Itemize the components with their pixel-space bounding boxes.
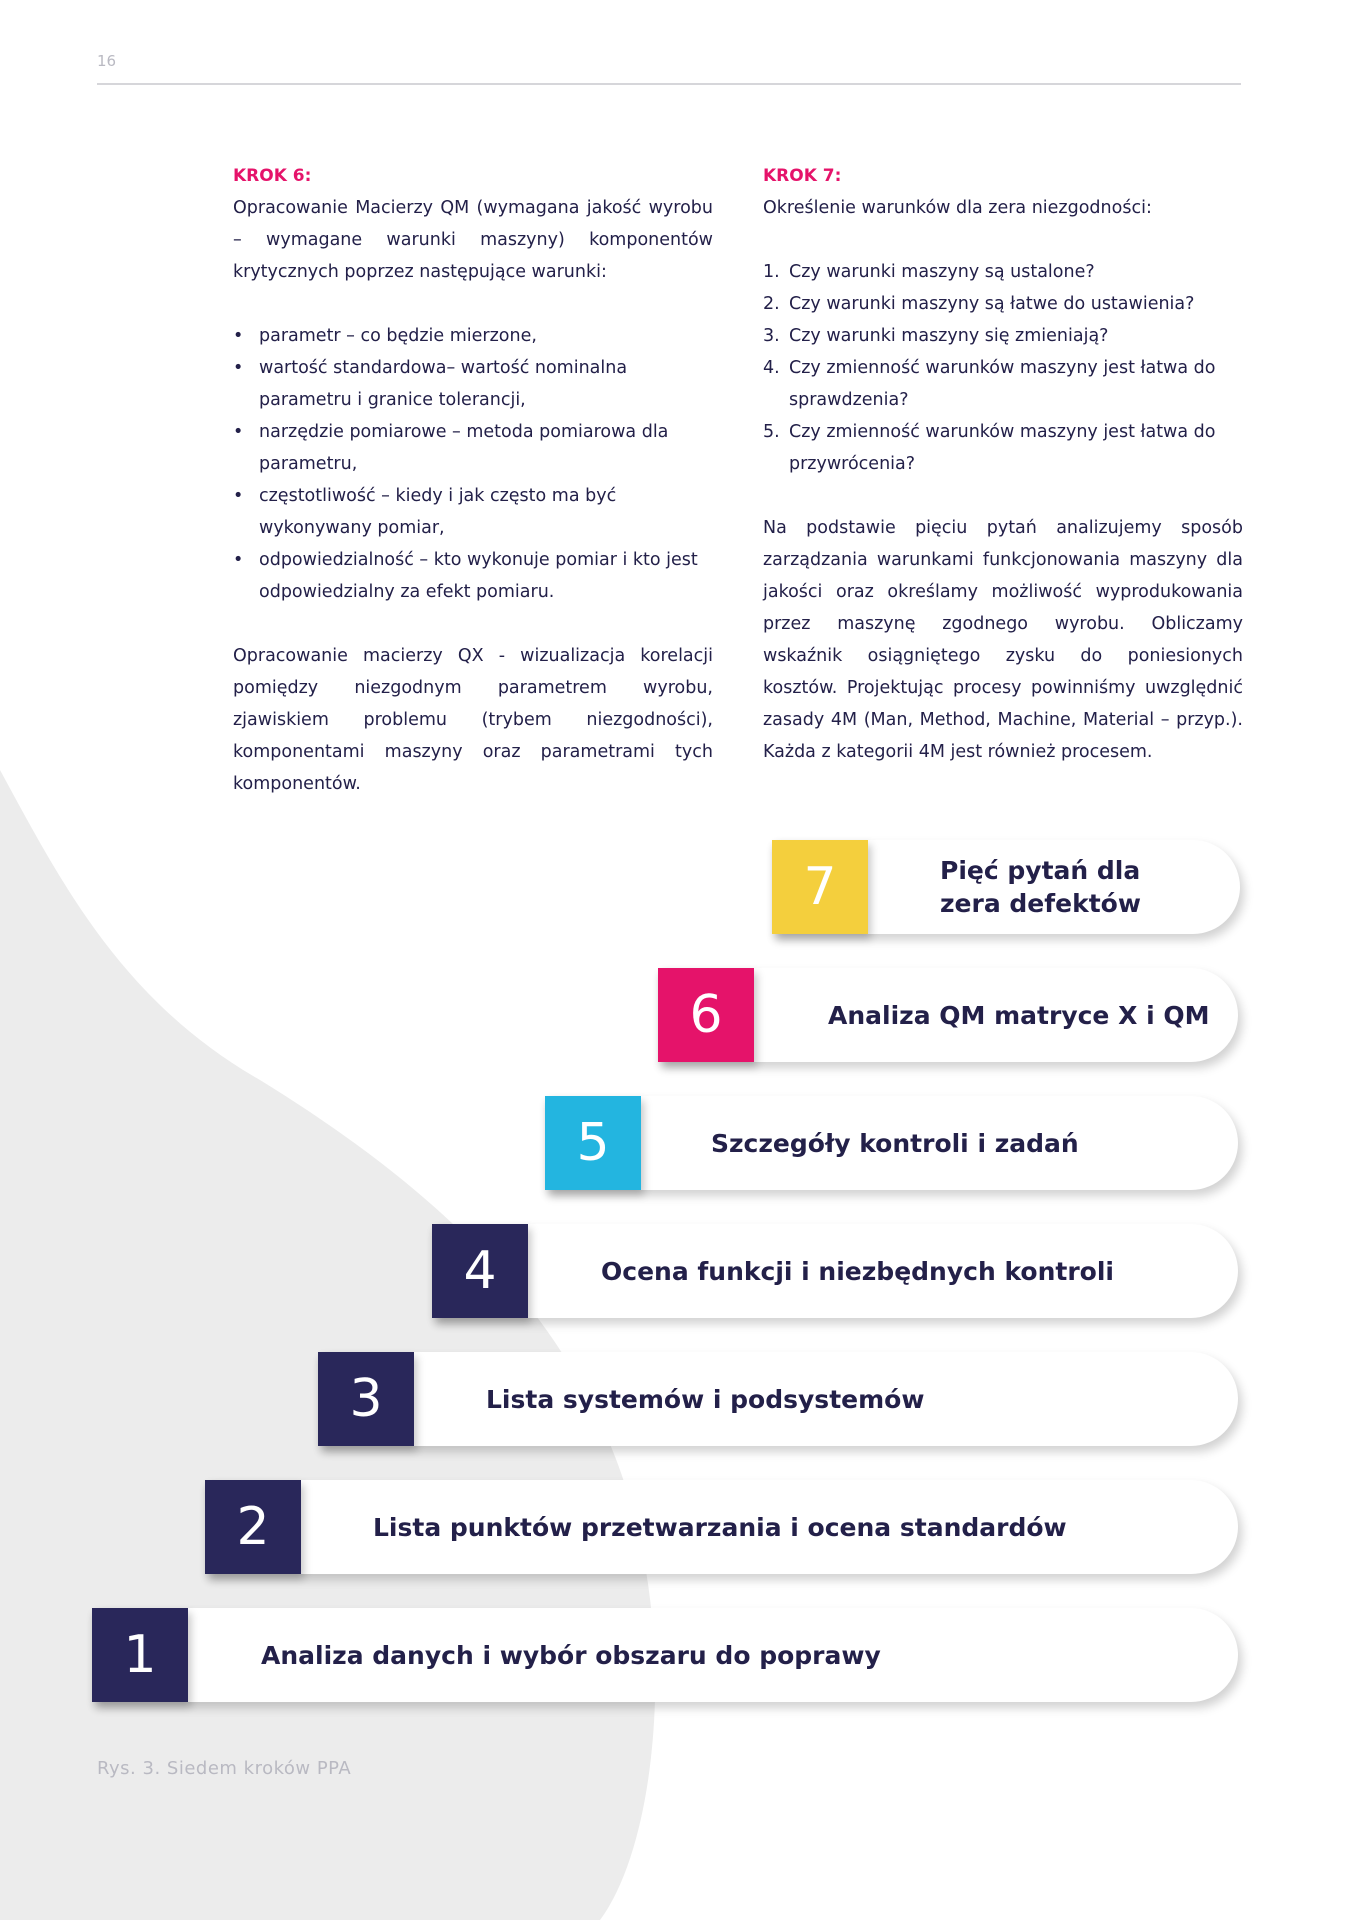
bullet-item: • wartość standardowa– wartość nominalna parametru i granice tolerancji, (233, 352, 713, 416)
step-7-question-list (763, 256, 1243, 480)
step-label: Ocena funkcji i niezbędnych kontroli (601, 1256, 1114, 1286)
step-7-title: KROK 7: (763, 166, 842, 186)
step-label: Analiza QM matryce X i QM (828, 1000, 1210, 1030)
step-label-line: zera defektów (940, 889, 1141, 918)
step-label: Lista systemów i podsystemów (486, 1384, 925, 1414)
step-number-badge: 5 (545, 1096, 641, 1190)
step-row-6 (658, 968, 1238, 1062)
bullet-item: • częstotliwość – kiedy i jak często ma być wykonywany pomiar, (233, 480, 713, 544)
step-label: Szczegóły kontroli i zadań (711, 1128, 1079, 1158)
question-text: Czy warunki maszyny się zmieniają? (789, 326, 1109, 346)
step-7-column (763, 160, 1243, 768)
step-6-title: KROK 6: (233, 166, 312, 186)
figure-caption: Rys. 3. Siedem kroków PPA (97, 1758, 352, 1779)
step-number-badge: 2 (205, 1480, 301, 1574)
step-row-5 (545, 1096, 1238, 1190)
question-text: Czy zmienność warunków maszyny jest łatwa do sprawdzenia? (789, 358, 1216, 410)
question-item (763, 416, 1243, 480)
step-7-closing: Na podstawie pięciu pytań analizujemy sposób zarządzania warunkami funkcjonowania maszyny dla jakości oraz określamy możliwość wyprodukowania przez maszynę zgodnego wyrobu. Obliczamy wskaźnik osiągniętego zysku do poniesionych kosztów. Projektując procesy powinniśmy uwzględnić zasady 4M (Man, Method, Machine, Material – przyp.). Każda z kategorii 4M jest również procesem. (763, 518, 1243, 762)
question-item (763, 320, 1243, 352)
step-row-2 (205, 1480, 1238, 1574)
step-6-closing: Opracowanie macierzy QX - wizualizacja korelacji pomiędzy niezgodnym parametrem wyrobu, zjawiskiem problemu (trybem niezgodności), komponentami maszyny oraz parametrami tych komponentów. (233, 646, 713, 794)
question-item (763, 256, 1243, 288)
question-number: 2. (763, 294, 780, 314)
step-number-badge: 6 (658, 968, 754, 1062)
bullet-item: • odpowiedzialność – kto wykonuje pomiar i kto jest odpowiedzialny za efekt pomiaru. (233, 544, 713, 608)
step-number-badge: 1 (92, 1608, 188, 1702)
question-text: Czy warunki maszyny są łatwe do ustawienia? (789, 294, 1195, 314)
step-row-7 (772, 840, 1240, 934)
step-number-badge: 3 (318, 1352, 414, 1446)
step-number-badge: 4 (432, 1224, 528, 1318)
step-label (940, 840, 1141, 934)
header-divider (97, 83, 1241, 85)
question-text: Czy warunki maszyny są ustalone? (789, 262, 1095, 282)
step-6-column (233, 160, 713, 800)
step-number-badge: 7 (772, 840, 868, 934)
question-text: Czy zmienność warunków maszyny jest łatwa do przywrócenia? (789, 422, 1216, 474)
page-number: 16 (97, 52, 117, 70)
question-number: 5. (763, 422, 780, 442)
step-row-1 (92, 1608, 1238, 1702)
step-6-intro: Opracowanie Macierzy QM (wymagana jakość wyrobu – wymagane warunki maszyny) komponentów krytycznych poprzez następujące warunki: (233, 198, 713, 282)
bullet-item: • parametr – co będzie mierzone, (233, 320, 713, 352)
bullet-item: • narzędzie pomiarowe – metoda pomiarowa dla parametru, (233, 416, 713, 480)
step-label: Analiza danych i wybór obszaru do poprawy (261, 1640, 881, 1670)
step-row-3 (318, 1352, 1238, 1446)
step-6-bullet-list (233, 320, 713, 608)
question-item (763, 352, 1243, 416)
step-7-intro: Określenie warunków dla zera niezgodności: (763, 198, 1152, 218)
question-number: 1. (763, 262, 780, 282)
step-label: Lista punktów przetwarzania i ocena standardów (373, 1512, 1067, 1542)
question-item (763, 288, 1243, 320)
question-number: 4. (763, 358, 780, 378)
step-label-line: Pięć pytań dla (940, 856, 1141, 885)
step-row-4 (432, 1224, 1238, 1318)
question-number: 3. (763, 326, 780, 346)
